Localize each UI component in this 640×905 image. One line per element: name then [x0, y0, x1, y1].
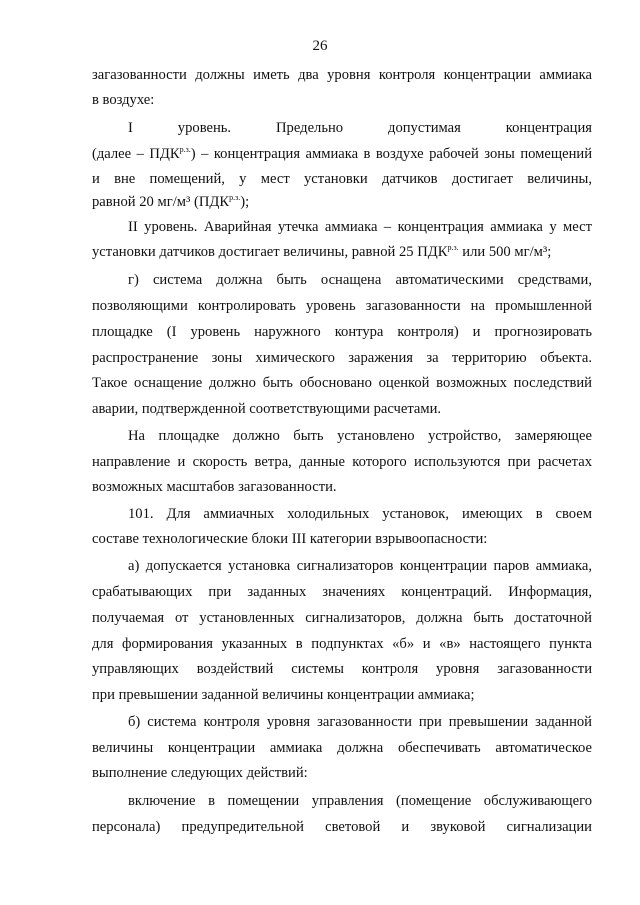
text-line: I уровень. Предельно допустимая концентрация — [128, 120, 592, 136]
text-line: аварии, подтвержденной соответствующими расчетами. — [92, 401, 442, 417]
text-line: включение в помещении управления (помещение обслуживающего — [128, 793, 592, 809]
text-line: при превышении заданной величины концентрации аммиака; — [92, 687, 475, 703]
text-line: в воздухе: — [92, 92, 155, 108]
text-line: установки датчиков достигает величины, равной 25 $ПДК^{р.з.}$ или 500 мг/м³; — [92, 243, 552, 260]
text-line: срабатывающих при заданных значениях концентраций. Информация, — [92, 584, 592, 600]
text-line: б) система контроля уровня загазованности при превышении заданной — [128, 714, 592, 730]
text-line: распространение зоны химического заражения за территорию объекта. — [92, 350, 592, 366]
text-line: На площадке должно быть установлено устройство, замеряющее — [128, 428, 592, 444]
text-line: площадке (I уровень наружного контура контроля) и прогнозировать — [92, 324, 592, 340]
text-line: и вне помещений, у мест установки датчиков достигает величины, — [92, 171, 592, 187]
text-line: возможных масштабов загазованности. — [92, 479, 337, 495]
text-line: направление и скорость ветра, данные которого используются при расчетах — [92, 454, 592, 470]
text-line: величины концентрации аммиака должна обеспечивать автоматическое — [92, 740, 592, 756]
text-line: г) система должна быть оснащена автоматическими средствами, — [128, 272, 592, 288]
text-line: равной 20 мг/м³ $(ПДК^{р.з.})$; — [92, 193, 250, 210]
text-line: а) допускается установка сигнализаторов концентрации паров аммиака, — [128, 558, 592, 574]
text-line: загазованности должны иметь два уровня контроля концентрации аммиака — [92, 67, 592, 83]
text-line: выполнение следующих действий: — [92, 765, 308, 781]
text-line: Такое оснащение должно быть обосновано оценкой возможных последствий — [92, 375, 592, 391]
text-line: составе технологические блоки III категории взрывоопасности: — [92, 531, 488, 547]
text-line: II уровень. Аварийная утечка аммиака – концентрация аммиака у мест — [128, 219, 592, 235]
text-line: для формирования указанных в подпунктах «б» и «в» настоящего пункта — [92, 636, 592, 652]
page-number: 26 — [312, 38, 328, 54]
text-line: управляющих воздействий системы контроля уровня загазованности — [92, 661, 592, 677]
text-line: (далее – $ПДК^{р.з.}$) – концентрация аммиака в воздухе рабочей зоны помещений — [92, 145, 593, 162]
text-line: персонала) предупредительной световой и звуковой сигнализации — [92, 819, 592, 835]
text-line: позволяющими контролировать уровень загазованности на промышленной — [92, 298, 592, 314]
text-line: получаемая от установленных сигнализаторов, должна быть достаточной — [92, 610, 592, 626]
text-line: 101. Для аммиачных холодильных установок, имеющих в своем — [128, 506, 592, 522]
